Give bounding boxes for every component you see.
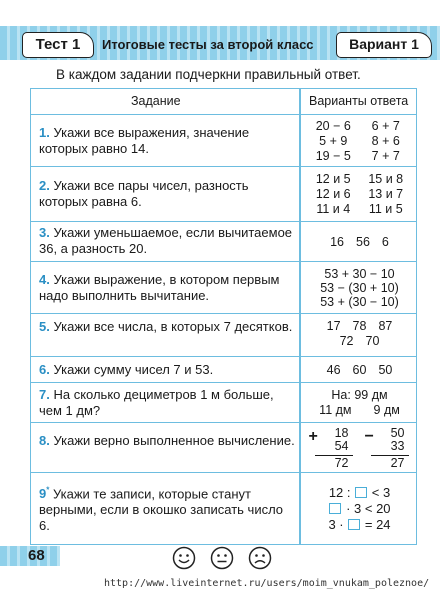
blank-box-icon — [355, 487, 367, 498]
plus-sign: + — [308, 428, 318, 445]
answers-task-7 — [301, 388, 418, 417]
answers-task-9 — [301, 485, 418, 533]
answer-option[interactable]: На: 99 дм — [331, 388, 388, 402]
happy-face-icon[interactable] — [172, 546, 196, 570]
task-number: 9* — [39, 486, 50, 502]
answers-task-1 — [301, 119, 418, 163]
answer-option[interactable]: 16 — [330, 235, 345, 249]
task-number: 4. — [39, 272, 50, 287]
operand-top: 18 — [334, 426, 349, 440]
column-addition-option[interactable] — [308, 426, 353, 470]
answer-option[interactable]: 6 — [381, 235, 389, 249]
answer-option[interactable]: 13 и 7 — [368, 187, 404, 201]
task-row-5 — [31, 314, 416, 357]
sad-face-icon[interactable] — [248, 546, 272, 570]
neutral-face-icon[interactable] — [210, 546, 234, 570]
blank-box-icon — [348, 519, 360, 530]
blank-box-icon — [329, 503, 341, 514]
table-header — [31, 89, 416, 115]
task-text-9 — [39, 483, 295, 534]
result: 27 — [390, 456, 405, 470]
task-row-1 — [31, 115, 416, 167]
task-number: 2. — [39, 178, 50, 193]
column-subtraction-option[interactable] — [364, 426, 409, 470]
task-row-7 — [31, 383, 416, 423]
answer-option[interactable]: 78 — [352, 319, 367, 333]
variant-label: Вариант 1 — [336, 32, 432, 58]
answer-option[interactable]: 20 − 6 — [315, 119, 351, 133]
answer-option[interactable]: 60 — [352, 363, 367, 377]
instruction-text: В каждом задании подчеркни правильный ответ. — [56, 67, 361, 82]
answer-option[interactable]: · 3 < 20 — [328, 501, 390, 517]
task-text-8 — [39, 433, 295, 449]
answer-option[interactable]: 6 + 7 — [371, 119, 400, 133]
answer-option[interactable]: 8 + 6 — [371, 134, 400, 148]
task-number: 7. — [39, 387, 50, 402]
tasks-table — [30, 88, 417, 545]
task-text-3 — [39, 225, 295, 257]
answer-option[interactable]: 15 и 8 — [368, 172, 404, 186]
answer-option[interactable]: 50 — [378, 363, 393, 377]
task-number: 3. — [39, 225, 50, 240]
answer-option[interactable]: 19 − 5 — [315, 149, 351, 163]
answer-option[interactable]: 12 и 6 — [315, 187, 351, 201]
operand-top: 50 — [390, 426, 405, 440]
test-title: Итоговые тесты за второй класс — [102, 37, 314, 52]
answer-option[interactable]: 5 + 9 — [319, 134, 348, 148]
column-header-answers: Варианты ответа — [309, 94, 409, 108]
answer-option[interactable]: 56 — [356, 235, 370, 249]
answer-option[interactable]: 7 + 7 — [371, 149, 400, 163]
task-question: На сколько дециметров 1 м больше, чем 1 дм? — [39, 387, 274, 418]
task-question: Укажи все выражения, значение которых равно 14. — [39, 125, 250, 156]
answer-option[interactable]: 11 и 4 — [316, 202, 351, 216]
minus-sign: − — [364, 428, 374, 445]
answer-option[interactable]: 9 дм — [373, 403, 400, 417]
task-number: 5. — [39, 319, 50, 334]
task-question: Укажи те записи, которые станут верными, если в окошко записать число 6. — [39, 486, 284, 534]
source-url: http://www.liveinternet.ru/users/moim_vnukam_poleznoe/ — [104, 578, 430, 589]
answers-task-4 — [301, 267, 418, 309]
answer-option[interactable]: 70 — [365, 334, 380, 348]
test-label: Тест 1 — [22, 32, 94, 58]
answer-option[interactable]: 46 — [326, 363, 341, 377]
task-row-2 — [31, 167, 416, 222]
result: 72 — [334, 456, 349, 470]
task-number: 8. — [39, 433, 50, 448]
answer-option[interactable]: 11 и 5 — [368, 202, 403, 216]
answers-task-8 — [301, 427, 418, 470]
self-assessment-faces — [172, 546, 272, 570]
task-row-6 — [31, 357, 416, 383]
answer-option[interactable]: 17 — [326, 319, 341, 333]
answers-task-5 — [301, 319, 418, 348]
task-number: 6. — [39, 362, 50, 377]
task-question: Укажи верно выполненное вычисление. — [53, 433, 295, 448]
task-question: Укажи все пары чисел, разность которых равна 6. — [39, 178, 249, 209]
task-text-6 — [39, 362, 295, 378]
task-row-8 — [31, 423, 416, 473]
task-text-5 — [39, 319, 295, 335]
task-text-4 — [39, 272, 295, 304]
task-question: Укажи все числа, в которых 7 десятков. — [53, 319, 293, 334]
answer-option[interactable]: 72 — [339, 334, 354, 348]
task-row-3 — [31, 222, 416, 262]
answer-option[interactable]: 53 − (30 + 10) — [320, 281, 399, 295]
operand-bottom: 33 — [390, 439, 405, 453]
task-question: Укажи сумму чисел 7 и 53. — [53, 362, 214, 377]
star-mark: * — [46, 486, 50, 495]
task-question: Укажи выражение, в котором первым надо выполнить вычитание. — [39, 272, 280, 303]
answer-option[interactable]: 12 и 5 — [315, 172, 351, 186]
task-text-2 — [39, 178, 295, 210]
answer-option[interactable]: 11 дм — [319, 403, 352, 417]
answer-option[interactable]: 53 + 30 − 10 — [324, 267, 395, 281]
page-number: 68 — [28, 547, 45, 564]
answers-task-6 — [301, 363, 418, 377]
operand-bottom: 54 — [334, 439, 349, 453]
task-row-9 — [31, 473, 416, 546]
task-row-4 — [31, 262, 416, 314]
column-header-task: Задание — [131, 94, 181, 108]
task-number: 1. — [39, 125, 50, 140]
answer-option[interactable]: 12 : < 3 — [328, 485, 391, 500]
answers-task-3 — [301, 235, 418, 249]
answer-option[interactable]: 87 — [378, 319, 393, 333]
page-number-band — [0, 546, 60, 566]
answer-option[interactable]: 3 · = 24 — [328, 517, 391, 532]
task-text-1 — [39, 125, 295, 157]
task-question: Укажи уменьшаемое, если вычитаемое 36, а разность 20. — [39, 225, 293, 256]
answer-option[interactable]: 53 + (30 − 10) — [320, 295, 399, 309]
task-text-7 — [39, 387, 295, 419]
answers-task-2 — [301, 172, 418, 216]
